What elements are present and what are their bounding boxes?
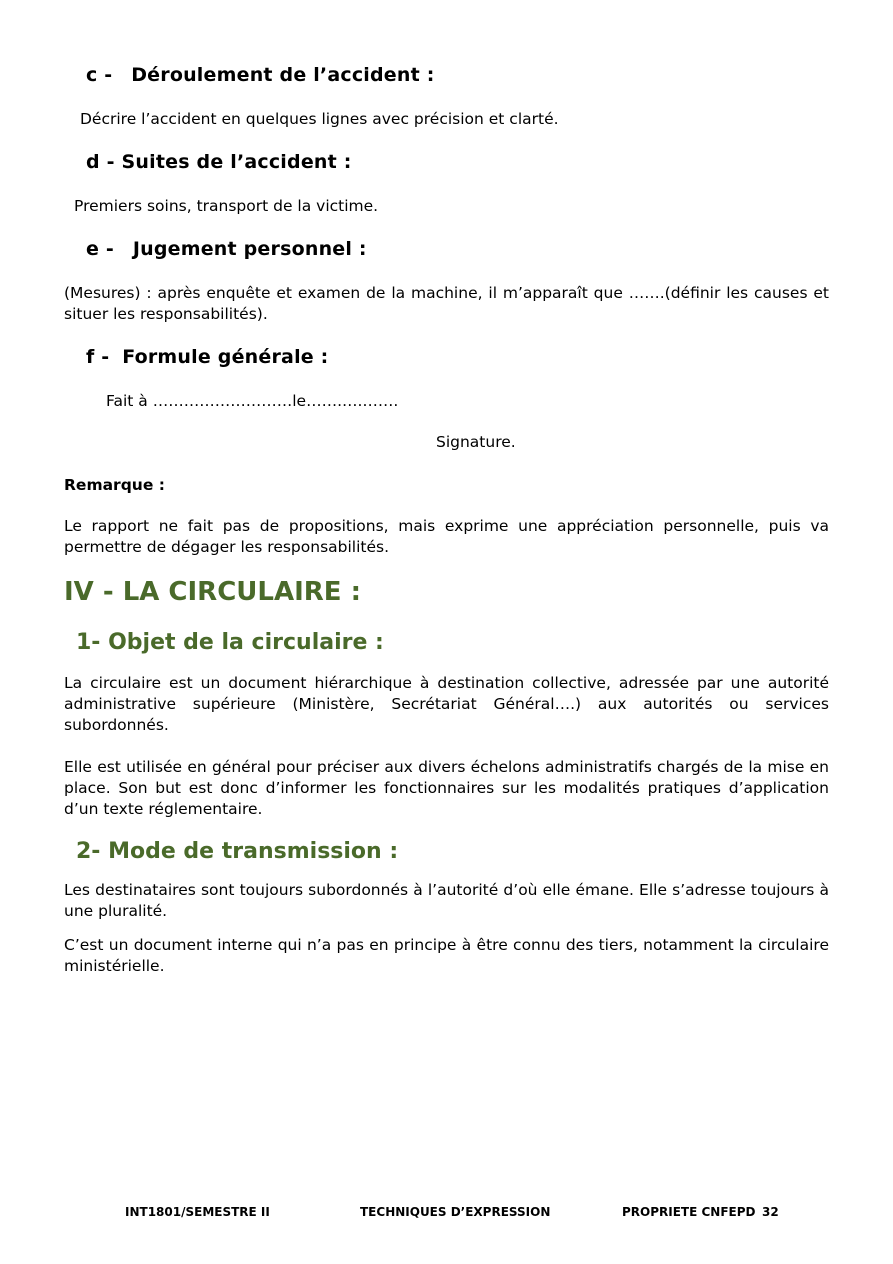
circulaire-sub2-p2: C’est un document interne qui n’a pas en principe à être connu des tiers, notamment la circulaire ministérielle. [64,936,829,975]
circulaire-heading: IV - LA CIRCULAIRE : [64,577,361,607]
section-c-heading [86,64,435,86]
section-e-heading [86,238,367,260]
section-f-title: Formule générale : [122,346,329,368]
footer-owner: PROPRIETE CNFEPD [622,1205,756,1219]
section-f-letter: f - [86,346,110,368]
remarque-text: Le rapport ne fait pas de propositions, mais exprime une appréciation personnelle, puis va permettre de dégager les responsabilités. [64,517,829,556]
section-e-text: (Mesures) : après enquête et examen de la machine, il m’apparaît que …….(définir les causes et situer les responsabilités). [64,284,829,323]
circulaire-sub2-title: 2- Mode de transmission : [76,839,399,864]
footer-course-title: TECHNIQUES D’EXPRESSION [360,1205,551,1219]
circulaire-sub1-p1: La circulaire est un document hiérarchique à destination collective, adressée par une autorité administrative supérieure (Ministère, Secrétariat Général….) aux autorités ou services subordonnés. [64,674,829,734]
section-d-text: Premiers soins, transport de la victime. [74,197,379,215]
circulaire-sub1-title: 1- Objet de la circulaire : [76,630,384,655]
circulaire-sub2-p1: Les destinataires sont toujours subordonnés à l’autorité d’où elle émane. Elle s’adresse toujours à une pluralité. [64,881,829,920]
remarque-label: Remarque : [64,476,165,494]
fait-a-line: Fait à ………………………le…….….……. [106,392,399,410]
section-c-title: Déroulement de l’accident : [131,64,435,86]
section-c-letter: c - [86,64,113,86]
section-f-heading [86,346,328,368]
section-d-heading: d - Suites de l’accident : [86,151,352,173]
signature-label: Signature. [436,433,516,451]
footer-course-code: INT1801/SEMESTRE II [125,1205,270,1219]
page-number: 32 [762,1205,779,1219]
section-c-text: Décrire l’accident en quelques lignes avec précision et clarté. [80,110,559,128]
section-e-title: Jugement personnel : [132,238,367,260]
section-e-letter: e - [86,238,114,260]
circulaire-sub1-p2: Elle est utilisée en général pour préciser aux divers échelons administratifs chargés de la mise en place. Son but est donc d’informer les fonctionnaires sur les modalités pratiques d’application d’un texte réglementaire. [64,758,829,818]
